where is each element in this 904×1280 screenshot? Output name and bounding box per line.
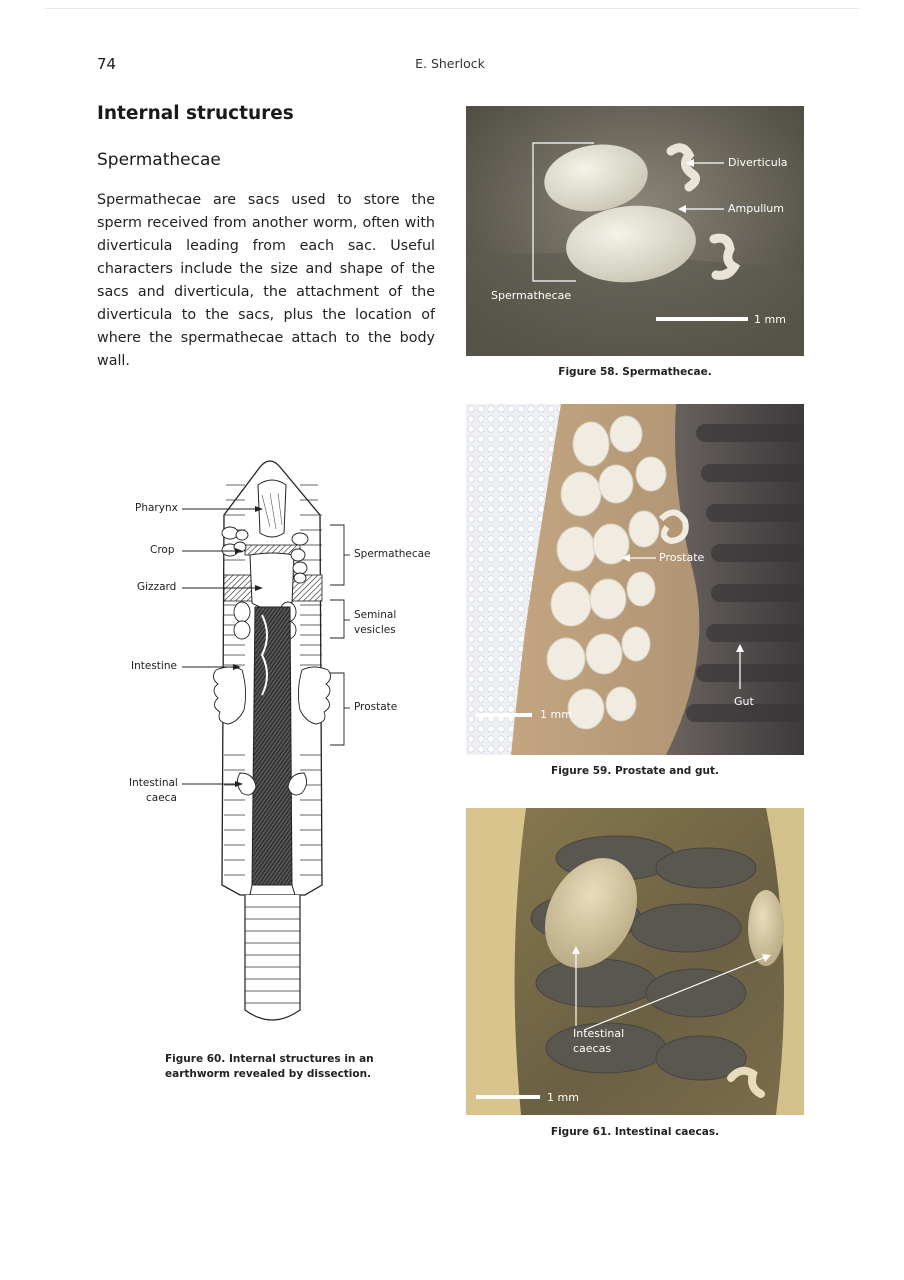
page-number: 74 [97,55,117,73]
label-spermathecae-drawing: Spermathecae [354,548,431,560]
label-seminal-vesicles-line1: Seminal [354,609,397,621]
label-gizzard: Gizzard [137,581,177,593]
top-rule [45,8,859,9]
label-seminal-vesicles-line2: vesicles [354,624,396,636]
figure-61-caption: Figure 61. Intestinal caecas. [550,1126,720,1138]
running-head-author: E. Sherlock [415,56,485,71]
label-pharynx: Pharynx [135,502,178,514]
label-intestinal-caeca-line1: Intestinal [129,777,178,789]
subsection-title: Spermathecae [97,150,221,170]
label-prostate-drawing: Prostate [354,701,398,713]
label-gut: Gut [734,695,754,708]
label-scale-61: 1 mm [547,1091,579,1104]
figure-59-caption: Figure 59. Prostate and gut. [551,765,719,777]
label-ampullum: Ampullum [728,202,784,215]
figure-60-pointers [175,455,435,855]
label-intestinal-caecas-line1: Intestinal [573,1027,625,1040]
figure-58-caption: Figure 58. Spermathecae. [558,366,712,378]
label-crop: Crop [150,544,175,556]
figure-60-caption-line1: Figure 60. Internal structures in an [165,1053,374,1065]
label-intestinal-caecas-line2: caecas [573,1042,612,1055]
label-intestine: Intestine [131,660,177,672]
section-title: Internal structures [97,103,294,124]
figure-61-photo [466,808,804,1115]
label-scale-58: 1 mm [754,313,786,326]
body-paragraph: Spermathecae are sacs used to store the sperm received from another worm, often with diverticula leading from each sac. Useful characters include the size and shape of the sacs and diverticula, the attachment of the diverticula to the sacs, plus the location of where the spermathecae attach to the body wall. [97,192,435,369]
label-prostate-photo: Prostate [659,551,705,564]
label-scale-59: 1 mm [540,708,572,721]
figure-60-caption-line2: earthworm revealed by dissection. [165,1068,372,1080]
label-diverticula: Diverticula [728,156,788,169]
label-intestinal-caeca-line2: caeca [146,792,177,804]
label-spermathecae-photo: Spermathecae [491,289,572,302]
